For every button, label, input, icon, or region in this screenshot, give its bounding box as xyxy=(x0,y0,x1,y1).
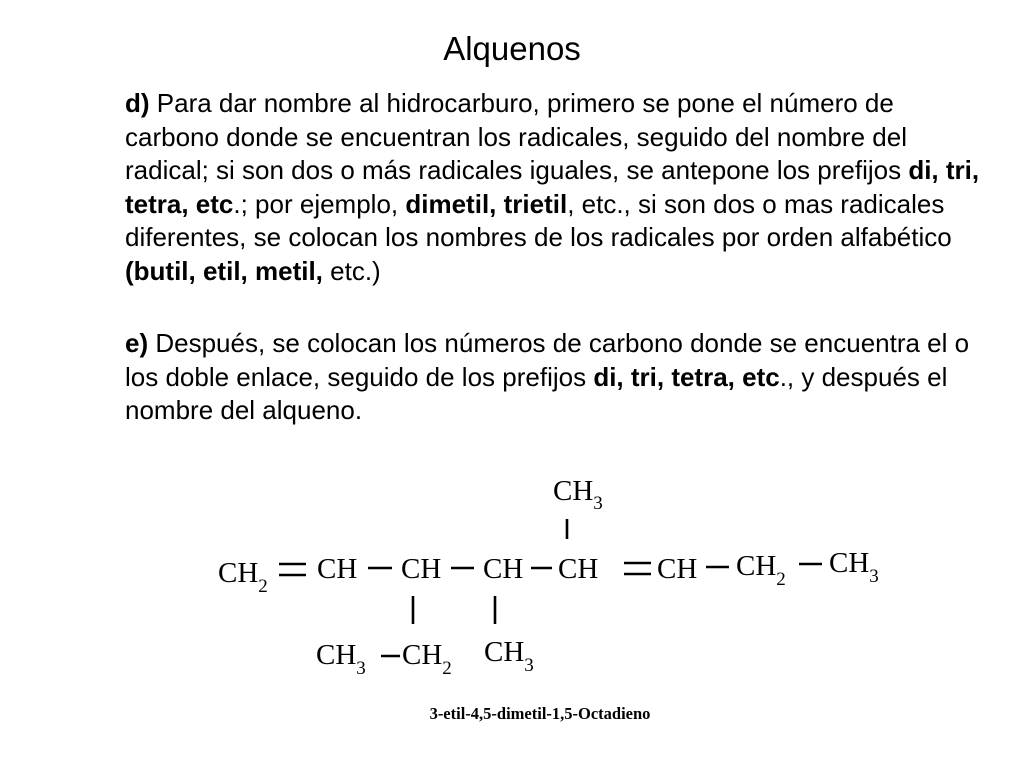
chain-c3: CH xyxy=(401,553,442,585)
rule-e-text-2: ., y después el nombre del alqueno. xyxy=(125,361,948,425)
rule-d-bold-radicals: (butil, etil, metil, xyxy=(125,255,323,286)
ethyl-ch2: $CH_2$ xyxy=(402,639,452,679)
rule-d-text-1: Para dar nombre al hidrocarburo, primero se pone el número de carbono donde se encuentran los radicales, seguido del nombre del radical; si son dos o más radicales iguales, se antepone los prefijos xyxy=(125,88,909,185)
rule-d-bold-prefixes: di, tri, tetra, etc xyxy=(125,155,980,219)
chain-c2: CH xyxy=(317,553,358,585)
chain-c1: $CH_2$ xyxy=(218,557,268,597)
chain-c7: $CH_2$ xyxy=(736,550,786,590)
rule-d-label: d) xyxy=(125,88,150,118)
rule-d-paragraph xyxy=(125,87,985,288)
slide-title: Alquenos xyxy=(443,30,581,67)
rule-e-text-1: Después, se colocan los números de carbono donde se encuentra el o los doble enlace, seguido de los prefijos xyxy=(125,328,970,392)
rule-e-paragraph xyxy=(125,327,985,428)
chain-c5: CH xyxy=(558,553,599,585)
rule-d-text-3: , etc., si son dos o mas radicales diferentes, se colocan los nombres de los radicales por orden alfabético xyxy=(125,188,952,252)
methyl-ch3: $CH_3$ xyxy=(484,636,534,676)
rule-d-bold-examples: dimetil, trietil xyxy=(405,188,568,219)
top-methyl-group: $CH_3$ xyxy=(553,475,603,514)
rule-d-text-2: .; por ejemplo, xyxy=(233,188,406,219)
rule-e-label: e) xyxy=(125,328,149,358)
rule-e-bold-prefixes: di, tri, tetra, etc xyxy=(593,361,780,392)
compound-name-caption: 3-etil-4,5-dimetil-1,5-Octadieno xyxy=(429,704,651,723)
ethyl-ch3: $CH_3$ xyxy=(316,639,366,679)
chain-c8: $CH_3$ xyxy=(829,547,879,587)
chain-c6: CH xyxy=(657,553,698,585)
rule-d-text-4: etc.) xyxy=(322,255,381,286)
chain-c4: CH xyxy=(483,553,524,585)
